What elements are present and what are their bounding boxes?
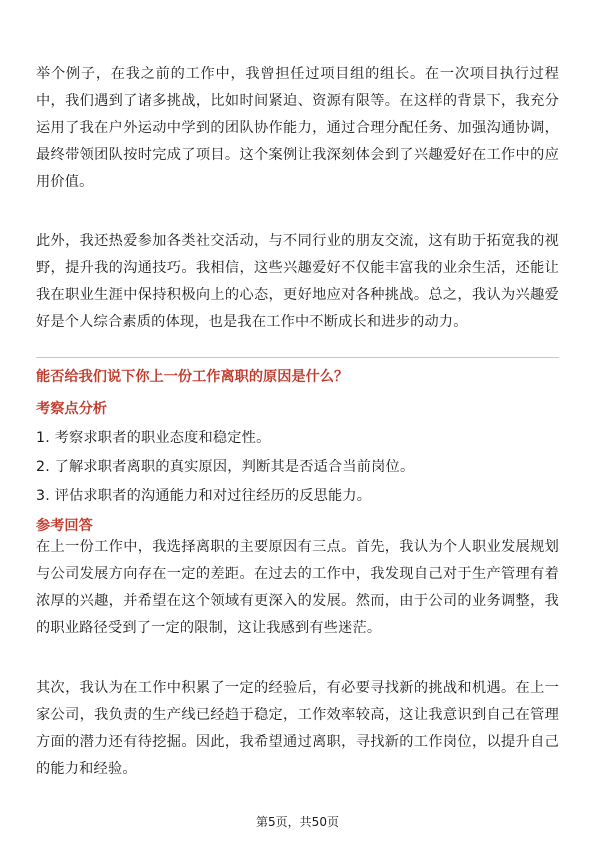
analysis-item: 2. 了解求职者离职的真实原因，判断其是否适合当前岗位。 bbox=[36, 459, 415, 475]
analysis-item: 3. 评估求职者的沟通能力和对过往经历的反思能力。 bbox=[36, 488, 372, 504]
question-title: 能否给我们说下你上一份工作离职的原因是什么？ bbox=[36, 369, 349, 385]
page-number: 第5页，共50页 bbox=[256, 815, 339, 829]
body-paragraph: 举个例子，在我之前的工作中，我曾担任过项目组的组长。在一次项目执行过程中，我们遇到了诸多挑战，比如时间紧迫、资源有限等。在这样的背景下，我充分运用了我在户外运动中学到的团队协作能力，通过合理分配任务、加强沟通协调，最终带领团队按时完成了项目。这个案例让我深刻体会到了兴趣爱好在工作中的应用价值。 bbox=[36, 66, 559, 190]
analysis-list bbox=[36, 424, 559, 511]
answer-paragraph: 在上一份工作中，我选择离职的主要原因有三点。首先，我认为个人职业发展规划与公司发展方向存在一定的差距。在过去的工作中，我发现自己对于生产管理有着浓厚的兴趣，并希望在这个领域有更深入的发展。然而，由于公司的业务调整，我的职业路径受到了一定的限制，这让我感到有些迷茫。 bbox=[36, 539, 559, 636]
answer-heading: 参考回答 bbox=[36, 518, 93, 534]
section-divider bbox=[36, 357, 559, 358]
answer-paragraph: 其次，我认为在工作中积累了一定的经验后，有必要寻找新的挑战和机遇。在上一家公司，我负责的生产线已经趋于稳定，工作效率较高，这让我意识到自己在管理方面的潜力还有待挖掘。因此，我希望通过离职，寻找新的工作岗位，以提升自己的能力和经验。 bbox=[36, 680, 559, 777]
body-paragraph: 此外，我还热爱参加各类社交活动，与不同行业的朋友交流，这有助于拓宽我的视野，提升我的沟通技巧。我相信，这些兴趣爱好不仅能丰富我的业余生活，还能让我在职业生涯中保持积极向上的心态，更好地应对各种挑战。总之，我认为兴趣爱好是个人综合素质的体现，也是我在工作中不断成长和进步的动力。 bbox=[36, 233, 559, 330]
analysis-heading: 考察点分析 bbox=[36, 401, 107, 417]
document-page bbox=[36, 0, 559, 842]
analysis-item: 1. 考察求职者的职业态度和稳定性。 bbox=[36, 430, 271, 446]
